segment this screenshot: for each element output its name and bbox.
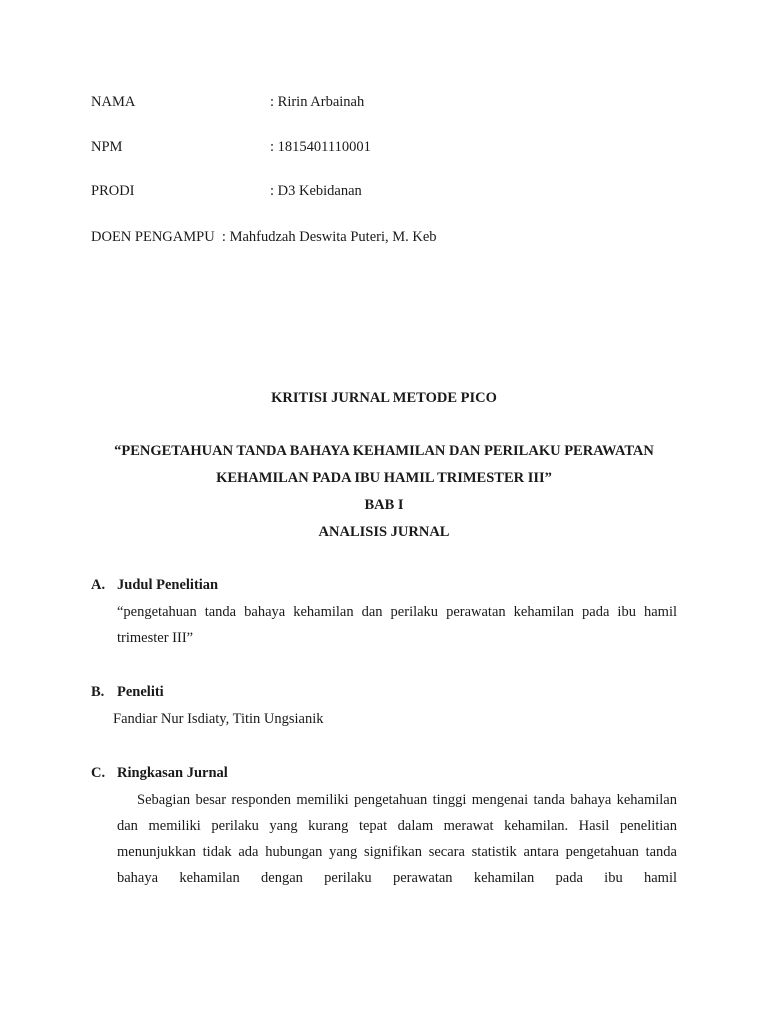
section-b-title: Peneliti [117,684,164,700]
section-b-letter: B. [91,684,105,700]
section-c-body: Sebagian besar responden memiliki pengetahuan tinggi mengenai tanda bahaya kehamilan dan memiliki perilaku yang kurang tepat dalam merawat kehamilan. Hasil penelitian menunjukkan tidak ada hubungan yang signifikan secara statistik antara pengetahuan tanda bahaya kehamilan dengan perilaku perawatan kehamilan pada ibu hamil [117,792,677,886]
section-c-letter: C. [91,765,106,781]
section-a-body: “pengetahuan tanda bahaya kehamilan dan perilaku perawatan kehamilan pada ibu hamil trimester III” [117,604,677,646]
npm-label: NPM [91,139,123,155]
journal-title-line-2: KEHAMILAN PADA IBU HAMIL TRIMESTER III” [216,470,552,486]
section-a-title: Judul Penelitian [117,577,219,593]
chapter-number: BAB I [364,497,404,513]
prodi-value: : D3 Kebidanan [270,183,362,199]
section-a-letter: A. [91,577,106,593]
section-c-title: Ringkasan Jurnal [117,765,228,781]
document-title: KRITISI JURNAL METODE PICO [271,390,497,406]
npm-value: : 1815401110001 [270,139,371,155]
journal-title-line-1: “PENGETAHUAN TANDA BAHAYA KEHAMILAN DAN PERILAKU PERAWATAN [114,443,654,459]
section-b-body: Fandiar Nur Isdiaty, Titin Ungsianik [113,711,324,727]
prodi-label: PRODI [91,183,135,199]
nama-label: NAMA [91,94,136,110]
nama-value: : Ririn Arbainah [270,94,365,110]
dosen-line: DOEN PENGAMPU : Mahfudzah Deswita Puteri, M. Keb [91,229,437,245]
chapter-title: ANALISIS JURNAL [318,524,450,540]
